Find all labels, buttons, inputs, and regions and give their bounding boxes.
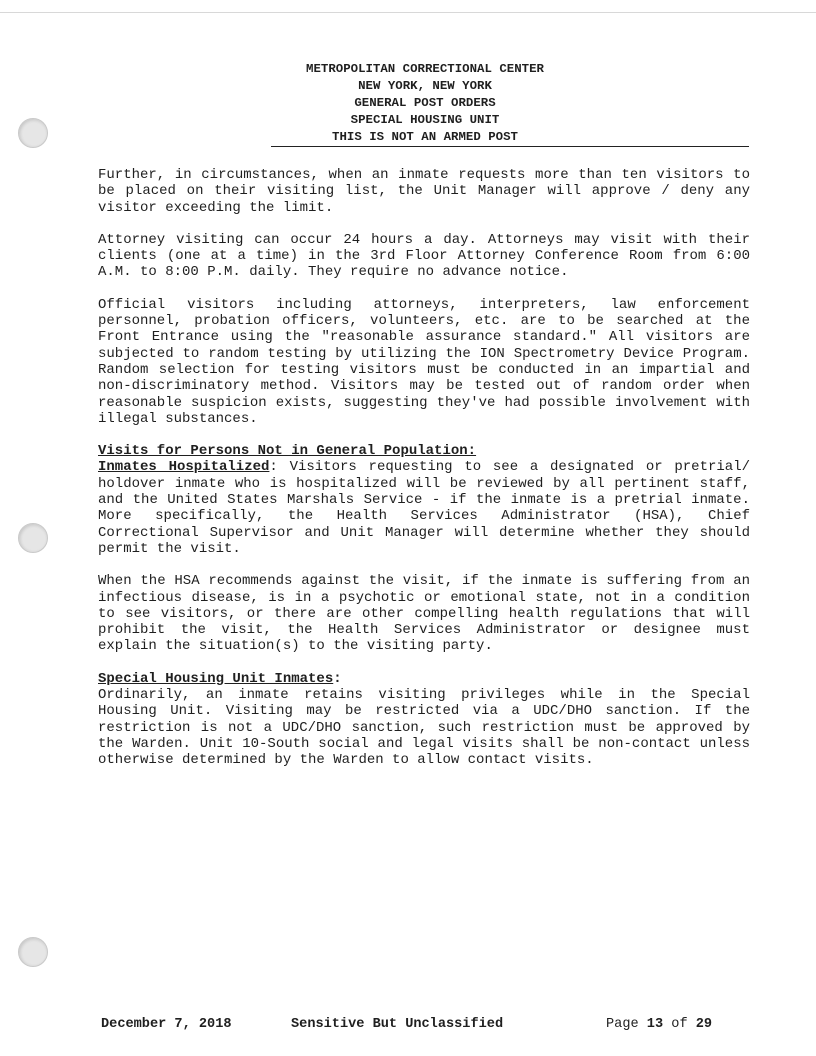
paragraph-official-visitors: Official visitors including attorneys, interpreters, law enforcement personnel, probation officers, volunteers, etc. are to be searched at the Front Entrance using the "reasonable assurance standard." All visitors are subjected to random testing by utilizing the ION Spectrometry Device Program. Random selection for testing visitors must be conducted in an impartial and non-discriminatory method. Visitors may be tested out of random order when reasonable suspicion exists, suggesting they've had possible involvement with illegal substances. <box>98 296 750 427</box>
paragraph-inmates-hospitalized <box>98 459 750 557</box>
header-divider <box>271 146 749 147</box>
shu-heading-text: Special Housing Unit Inmates <box>98 670 334 687</box>
page-current: 13 <box>646 1017 664 1032</box>
paragraph-shu-inmates: Ordinarily, an inmate retains visiting privileges while in the Special Housing Unit. Visiting may be restricted via a UDC/DHO sanction. If the restriction is not a UDC/DHO sanction, such restriction must be approved by the Warden. Unit 10-South social and legal visits shall be non-contact unless otherwise determined by the Warden to allow contact visits. <box>98 687 750 769</box>
page-top-edge <box>0 12 816 13</box>
binder-hole-top-icon <box>18 118 48 148</box>
binder-hole-middle-icon <box>18 523 48 553</box>
header-doc-type: GENERAL POST ORDERS <box>354 96 496 110</box>
footer-page-number <box>606 1017 712 1032</box>
inmates-hospitalized-text: : Visitors requesting to see a designated or pretrial/ holdover inmate who is hospitalized will be reviewed by all pertinent staff, and the United States Marshals Service - if the inmate is a pretrial inmate. More specifically, the Health Services Administrator (HSA), Chief Correctional Supervisor and Unit Manager will determine whether they should permit the visit. <box>98 459 750 557</box>
header-unit: SPECIAL HOUSING UNIT <box>350 113 500 127</box>
lead-inmates-hospitalized: Inmates Hospitalized <box>98 459 270 476</box>
header-armed-status: THIS IS NOT AN ARMED POST <box>332 130 518 144</box>
header-institution: METROPOLITAN CORRECTIONAL CENTER <box>306 62 544 76</box>
header-location: NEW YORK, NEW YORK <box>358 79 492 93</box>
page-total: 29 <box>695 1017 713 1032</box>
document-body <box>98 167 750 785</box>
document-header <box>272 61 578 146</box>
footer-classification: Sensitive But Unclassified <box>291 1017 504 1032</box>
footer-date: December 7, 2018 <box>101 1017 232 1032</box>
paragraph-hsa-recommendation: When the HSA recommends against the visit, if the inmate is suffering from an infectious disease, is in a psychotic or emotional state, not in a condition to see visitors, or there are other compelling health regulations that will prohibit the visit, the Health Services Administrator or designee must explain the situation(s) to the visiting party. <box>98 573 750 655</box>
shu-heading-colon: : <box>333 670 342 687</box>
page-mid: of <box>663 1017 696 1032</box>
page-prefix: Page <box>606 1017 647 1032</box>
section-heading-shu <box>98 671 750 687</box>
section-heading-visits: Visits for Persons Not in General Population: <box>98 443 477 460</box>
binder-hole-bottom-icon <box>18 937 48 967</box>
paragraph-attorney-visiting: Attorney visiting can occur 24 hours a day. Attorneys may visit with their clients (one at a time) in the 3rd Floor Attorney Conference Room from 6:00 A.M. to 8:00 P.M. daily. They require no advance notice. <box>98 231 750 281</box>
paragraph-visitor-limit: Further, in circumstances, when an inmate requests more than ten visitors to be placed on their visiting list, the Unit Manager will approve / deny any visitor exceeding the limit. <box>98 167 750 216</box>
